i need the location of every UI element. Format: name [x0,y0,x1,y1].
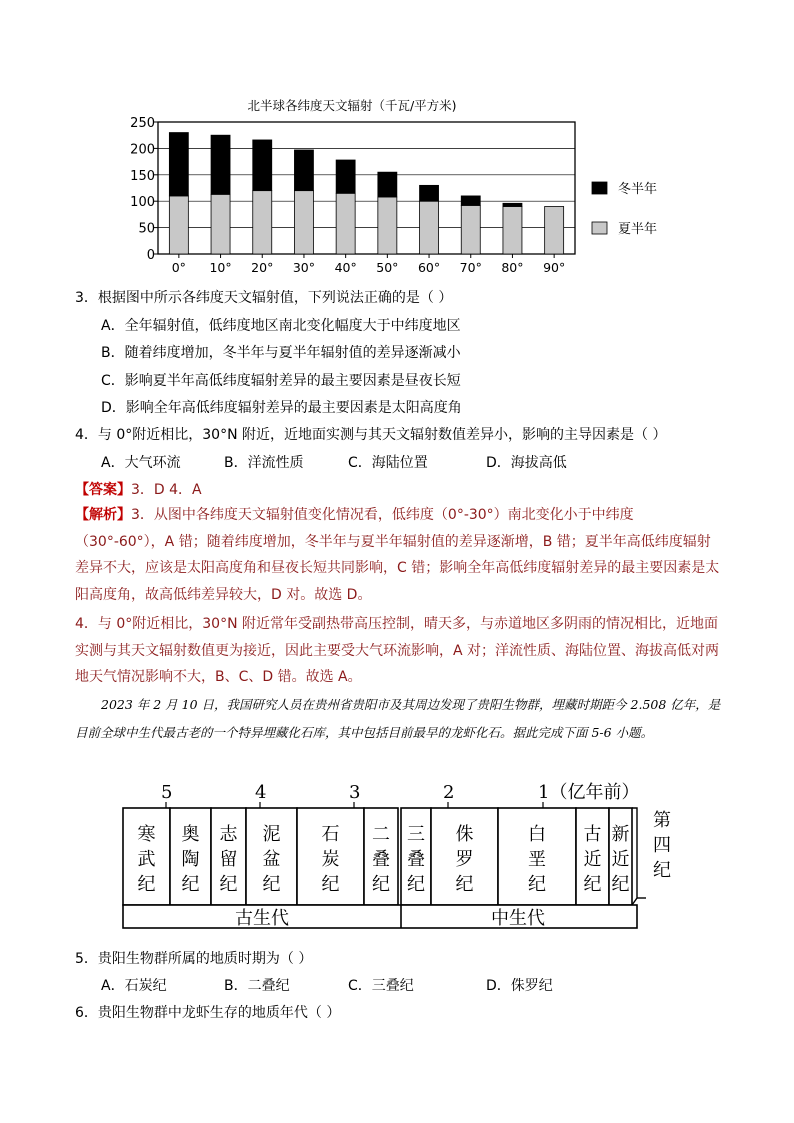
period-label: 纪 [528,874,546,895]
analysis-label: 【解析】 [75,507,131,523]
bar-winter [169,133,188,196]
answer-label: 【答案】 [75,482,131,498]
period-label: 石 [321,824,340,845]
y-tick-label: 200 [130,142,155,158]
x-tick-label: 80° [501,260,524,275]
q3-stem: 3．根据图中所示各纬度天文辐射值，下列说法正确的是（ ） [75,290,453,306]
legend-swatch [592,182,607,194]
period-label: 奥 [181,824,200,845]
period-label: 近 [611,849,630,870]
q5-option-d: D．侏罗纪 [486,978,553,994]
bar-summer [378,197,397,254]
x-tick-label: 70° [459,260,482,275]
analysis-paragraph-2: 4．与 0°附近相比，30°N 附近常年受副热带高压控制，晴天多，与赤道地区多阴雨的情况相比，近地面实测与其天文辐射数值更为接近，因此主要受大气环流影响，A 对；洋流性质、海陆位置、海拔高低对两地天气情况影响不大，B、C、D 错。故选 A。 [75,616,720,685]
y-tick-label: 0 [146,248,155,263]
radiation-chart [120,92,680,282]
period-label: 纪 [181,874,200,895]
bar-summer [169,196,188,254]
period-label: 纪 [262,874,281,895]
bar-winter [461,196,480,206]
x-tick-label: 10° [209,260,232,275]
period-label: 垩 [528,849,546,870]
q3-option-c: C．影响夏半年高低纬度辐射差异的最主要因素是昼夜长短 [101,373,461,389]
period-label: 白 [528,824,546,845]
bar-summer [211,194,230,254]
q5-option-b: B．二叠纪 [224,978,290,994]
period-label: 新 [611,824,630,845]
period-label: 近 [583,849,602,870]
era-label: 中生代 [491,908,545,929]
period-label: 纪 [611,874,630,895]
period-label: 纪 [653,860,671,881]
answer-text: 3．D 4．A [131,482,202,498]
period-label: 寒 [137,824,156,845]
period-label: 纪 [321,874,340,895]
period-label: 志 [219,824,238,845]
timescale-tick-label: 5 [161,782,173,803]
answer-line [75,479,202,499]
q4-option-d: D．海拔高低 [486,455,567,471]
period-label: 纪 [583,874,602,895]
period-label: 陶 [181,849,200,870]
period-label: 留 [219,849,238,870]
era-label: 古生代 [235,908,289,929]
legend-label: 冬半年 [618,182,658,197]
period-label: 侏 [455,824,474,845]
period-label: 罗 [455,849,474,870]
timescale-tick-label: 2 [443,782,455,803]
period-label: 古 [583,824,602,845]
timescale-tick-label: 4 [255,782,267,803]
x-tick-label: 40° [334,260,357,275]
bar-winter [336,160,355,193]
period-label: 炭 [321,849,340,870]
period-label: 武 [137,849,156,870]
legend-swatch [592,222,607,234]
bar-winter [211,135,230,194]
timescale-tick-label: 3 [349,782,361,803]
period-label: 泥 [262,824,281,845]
period-label: 纪 [137,874,156,895]
y-tick-label: 250 [130,116,155,131]
legend-label: 夏半年 [618,222,658,237]
period-label: 第 [653,810,671,831]
analysis-text-1: 3．从图中各纬度天文辐射值变化情况看，低纬度（0°-30°）南北变化小于中纬度（30°-60°），A 错；随着纬度增加，冬半年与夏半年辐射值的差异逐渐增，B 错；夏半年高低纬度辐射差异不大，应该是太阳高度角和昼夜长短共同影响，C 错；影响全年高低纬度辐射差异的最主要因素是太阳高度角，故高低纬差异较大，D 对。故选 D。 [75,507,720,603]
period-label: 叠 [372,849,390,870]
bar-summer [545,206,564,254]
q4-option-b: B．洋流性质 [224,455,304,471]
y-tick-label: 50 [138,221,155,237]
q4-stem: 4．与 0°附近相比，30°N 附近，近地面实测与其天文辐射数值差异小，影响的主导因素是（ ） [75,427,667,443]
q5-option-c: C．三叠纪 [348,978,414,994]
x-tick-label: 50° [376,260,399,275]
bar-winter [378,172,397,197]
q4-option-c: C．海陆位置 [348,455,428,471]
q5-stem: 5．贵阳生物群所属的地质时期为（ ） [75,951,313,967]
q4-option-a: A．大气环流 [101,455,181,471]
period-label: 纪 [407,874,425,895]
period-label: 三 [407,824,425,845]
period-label: 叠 [407,849,425,870]
x-tick-label: 20° [251,260,274,275]
y-tick-label: 100 [130,195,155,211]
analysis-paragraph-1 [75,502,723,608]
bar-summer [461,205,480,254]
era-row [123,905,637,928]
bar-summer [253,191,272,254]
bar-winter [503,203,522,206]
bar-winter [420,185,439,201]
chart-title: 北半球各纬度天文辐射（千瓦/平方米) [247,98,457,113]
geologic-timescale [118,778,678,936]
q6-stem: 6．贵阳生物群中龙虾生存的地质年代（ ） [75,1005,341,1021]
bar-winter [294,150,313,191]
timescale-tick-label: 1（亿年前） [538,782,640,803]
intro-paragraph: 2023 年 2 月 10 日，我国研究人员在贵州省贵阳市及其周边发现了贵阳生物群，埋藏时期距今 2.508 亿年，是目前全球中生代最古老的一个特异埋藏化石库，其中包括目前最早的龙虾化石。据此完成下面 5-6 小题。 [75,697,721,740]
bar-summer [420,201,439,254]
period-label: 二 [372,824,390,845]
x-tick-label: 90° [543,260,566,275]
y-tick-label: 150 [130,168,155,184]
bar-summer [294,191,313,254]
period-label: 纪 [372,874,390,895]
period-label: 四 [653,835,671,856]
bar-winter [253,140,272,191]
q5-option-a: A．石炭纪 [101,978,167,994]
q3-option-d: D．影响全年高低纬度辐射差异的最主要因素是太阳高度角 [101,400,462,416]
q3-option-a: A．全年辐射值，低纬度地区南北变化幅度大于中纬度地区 [101,318,461,334]
x-tick-label: 0° [171,260,186,275]
bar-summer [503,206,522,254]
period-label: 纪 [455,874,474,895]
q3-option-b: B．随着纬度增加，冬半年与夏半年辐射值的差异逐渐减小 [101,345,461,361]
x-tick-label: 60° [417,260,441,275]
x-tick-label: 30° [292,260,316,275]
period-label: 纪 [219,874,238,895]
bar-summer [336,193,355,254]
period-label: 盆 [262,849,281,870]
